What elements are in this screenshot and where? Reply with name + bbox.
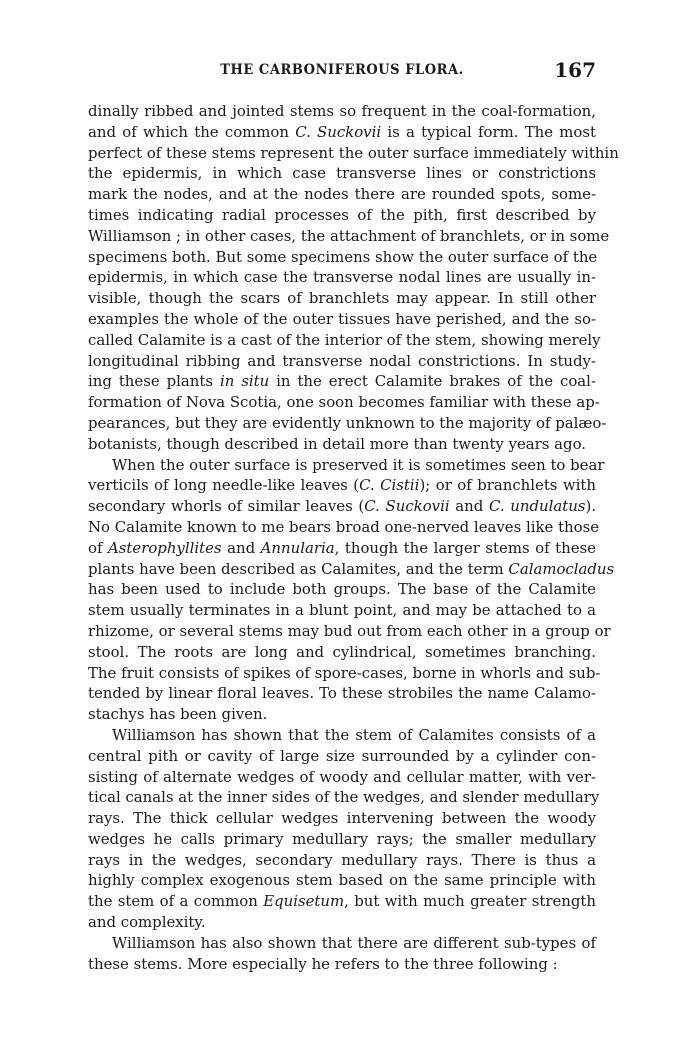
text-span: No Calamite known to me bears broad one-nerved leaves like those [88, 517, 600, 536]
text-line [88, 642, 596, 663]
text-line [88, 725, 596, 746]
page-header [88, 58, 596, 86]
text-span: of [88, 538, 109, 557]
text-span: perfect of these stems represent the outer surface immediately within [88, 143, 619, 162]
text-line [88, 184, 596, 205]
text-span: and of which the common [88, 122, 296, 141]
text-line [88, 954, 596, 975]
text-line [88, 600, 596, 621]
text-line [88, 579, 596, 600]
text-span: Williamson ; in other cases, the attachment of branchlets, or in some [88, 226, 610, 245]
text-span: When the outer surface is preserved it is sometimes seen to bear [112, 455, 605, 474]
text-span: , though the larger stems of these [334, 538, 596, 557]
text-span: highly complex exogenous stem based on the same principle with [88, 871, 596, 890]
text-span: epidermis, in which case the transverse nodal lines are usually in- [88, 268, 596, 287]
text-span: rays. The thick cellular wedges intervening between the woody [88, 809, 596, 828]
text-span: wedges he calls primary medullary rays; the smaller medullary [88, 829, 596, 848]
text-line [88, 808, 596, 829]
text-line [88, 475, 596, 496]
text-line [88, 101, 596, 122]
text-span: tended by linear floral leaves. To these strobiles the name Calamo- [88, 684, 596, 703]
text-span: stem usually terminates in a blunt point, and may be attached to a [88, 601, 596, 620]
text-span: in the erect Calamite brakes of the coal- [269, 372, 596, 391]
text-span: verticils of long needle-like leaves ( [88, 476, 360, 495]
italic-text: C. Suckovii [364, 497, 450, 516]
text-line [88, 288, 596, 309]
text-line [88, 704, 596, 725]
text-line [88, 143, 619, 164]
text-span: examples the whole of the outer tissues have perished, and the so- [88, 309, 596, 328]
text-span: stool. The roots are long and cylindrical, sometimes branching. [88, 642, 596, 661]
text-line [88, 122, 596, 143]
italic-text: Annularia [260, 538, 335, 557]
italic-text: C. undulatus [489, 497, 586, 516]
text-span: and complexity. [88, 913, 206, 932]
italic-text: Calamocladus [508, 559, 615, 578]
text-span: Williamson has also shown that there are different sub-types of [112, 933, 596, 952]
text-span: called Calamite is a cast of the interior of the stem, showing merely [88, 330, 601, 349]
text-line [88, 392, 600, 413]
text-line [88, 496, 596, 517]
text-span: rhizome, or several stems may bud out from each other in a group or [88, 621, 611, 640]
text-line [88, 455, 605, 476]
text-line [88, 912, 596, 933]
text-span: dinally ribbed and jointed stems so frequent in the coal-formation, [88, 102, 596, 120]
text-line [88, 663, 601, 684]
italic-text: Equisetum [263, 892, 345, 911]
text-span: stachys has been given. [88, 705, 268, 724]
text-span: secondary whorls of similar leaves ( [88, 497, 365, 516]
text-span: the epidermis, in which case transverse lines or constrictions [88, 164, 596, 183]
text-span: central pith or cavity of large size surrounded by a cylinder con- [88, 746, 596, 765]
text-line [88, 163, 596, 184]
text-span: formation of Nova Scotia, one soon becomes familiar with these ap- [88, 393, 600, 412]
text-span: longitudinal ribbing and transverse nodal constrictions. In study- [88, 351, 596, 370]
text-line [88, 559, 615, 580]
text-span: specimens both. But some specimens show the outer surface of the [88, 247, 598, 266]
italic-text: in situ [219, 372, 270, 391]
text-span: the stem of a common [88, 892, 264, 911]
text-line [88, 621, 611, 642]
text-line [88, 247, 596, 268]
text-span: botanists, though described in detail more than twenty years ago. [88, 434, 587, 453]
text-span: these stems. More especially he refers to the three following : [88, 954, 558, 973]
text-span: visible, though the scars of branchlets may appear. In still other [88, 289, 596, 308]
running-title: THE CARBONIFEROUS FLORA. [220, 62, 464, 78]
text-span: and [449, 497, 489, 516]
text-line [88, 870, 596, 891]
text-span: sisting of alternate wedges of woody and cellular matter, with ver- [88, 767, 596, 786]
text-line [88, 746, 596, 767]
text-line [88, 351, 596, 372]
italic-text: Asterophyllites [108, 538, 222, 557]
text-line [88, 267, 596, 288]
text-span: and [221, 538, 261, 557]
italic-text: C. Cistii [359, 476, 420, 495]
text-line [88, 683, 596, 704]
text-span: ); or of branchlets with [419, 476, 596, 495]
text-span: ing these plants [88, 372, 220, 391]
text-line [88, 330, 601, 351]
text-span: tical canals at the inner sides of the wedges, and slender medullary [88, 788, 600, 807]
body-text [88, 101, 619, 974]
text-span: , but with much greater strength [344, 892, 596, 911]
text-line [88, 434, 596, 455]
text-line [88, 205, 596, 226]
text-span: pearances, but they are evidently unknown to the majority of palæo- [88, 413, 607, 432]
text-line [88, 891, 596, 912]
text-span: rays in the wedges, secondary medullary rays. There is thus a [88, 850, 596, 869]
text-span: ). [585, 497, 596, 516]
text-line [88, 413, 607, 434]
text-line [88, 371, 596, 392]
italic-text: C. Suckovii [295, 122, 382, 141]
text-line [88, 933, 596, 954]
page-number: 167 [554, 58, 596, 82]
text-line [88, 517, 600, 538]
text-line [88, 538, 596, 559]
text-span: has been used to include both groups. The base of the Calamite [88, 580, 596, 599]
text-span: is a typical form. The most [381, 122, 596, 141]
text-line [88, 767, 596, 788]
text-span: plants have been described as Calamites, and the term [88, 559, 509, 578]
text-line [88, 829, 596, 850]
text-line [88, 226, 610, 247]
text-span: Williamson has shown that the stem of Calamites consists of a [112, 725, 596, 744]
text-span: mark the nodes, and at the nodes there are rounded spots, some- [88, 185, 596, 204]
text-line [88, 787, 600, 808]
text-line [88, 850, 596, 871]
text-span: The fruit consists of spikes of spore-cases, borne in whorls and sub- [88, 663, 601, 682]
text-span: times indicating radial processes of the pith, first described by [88, 205, 596, 224]
text-line [88, 309, 596, 330]
